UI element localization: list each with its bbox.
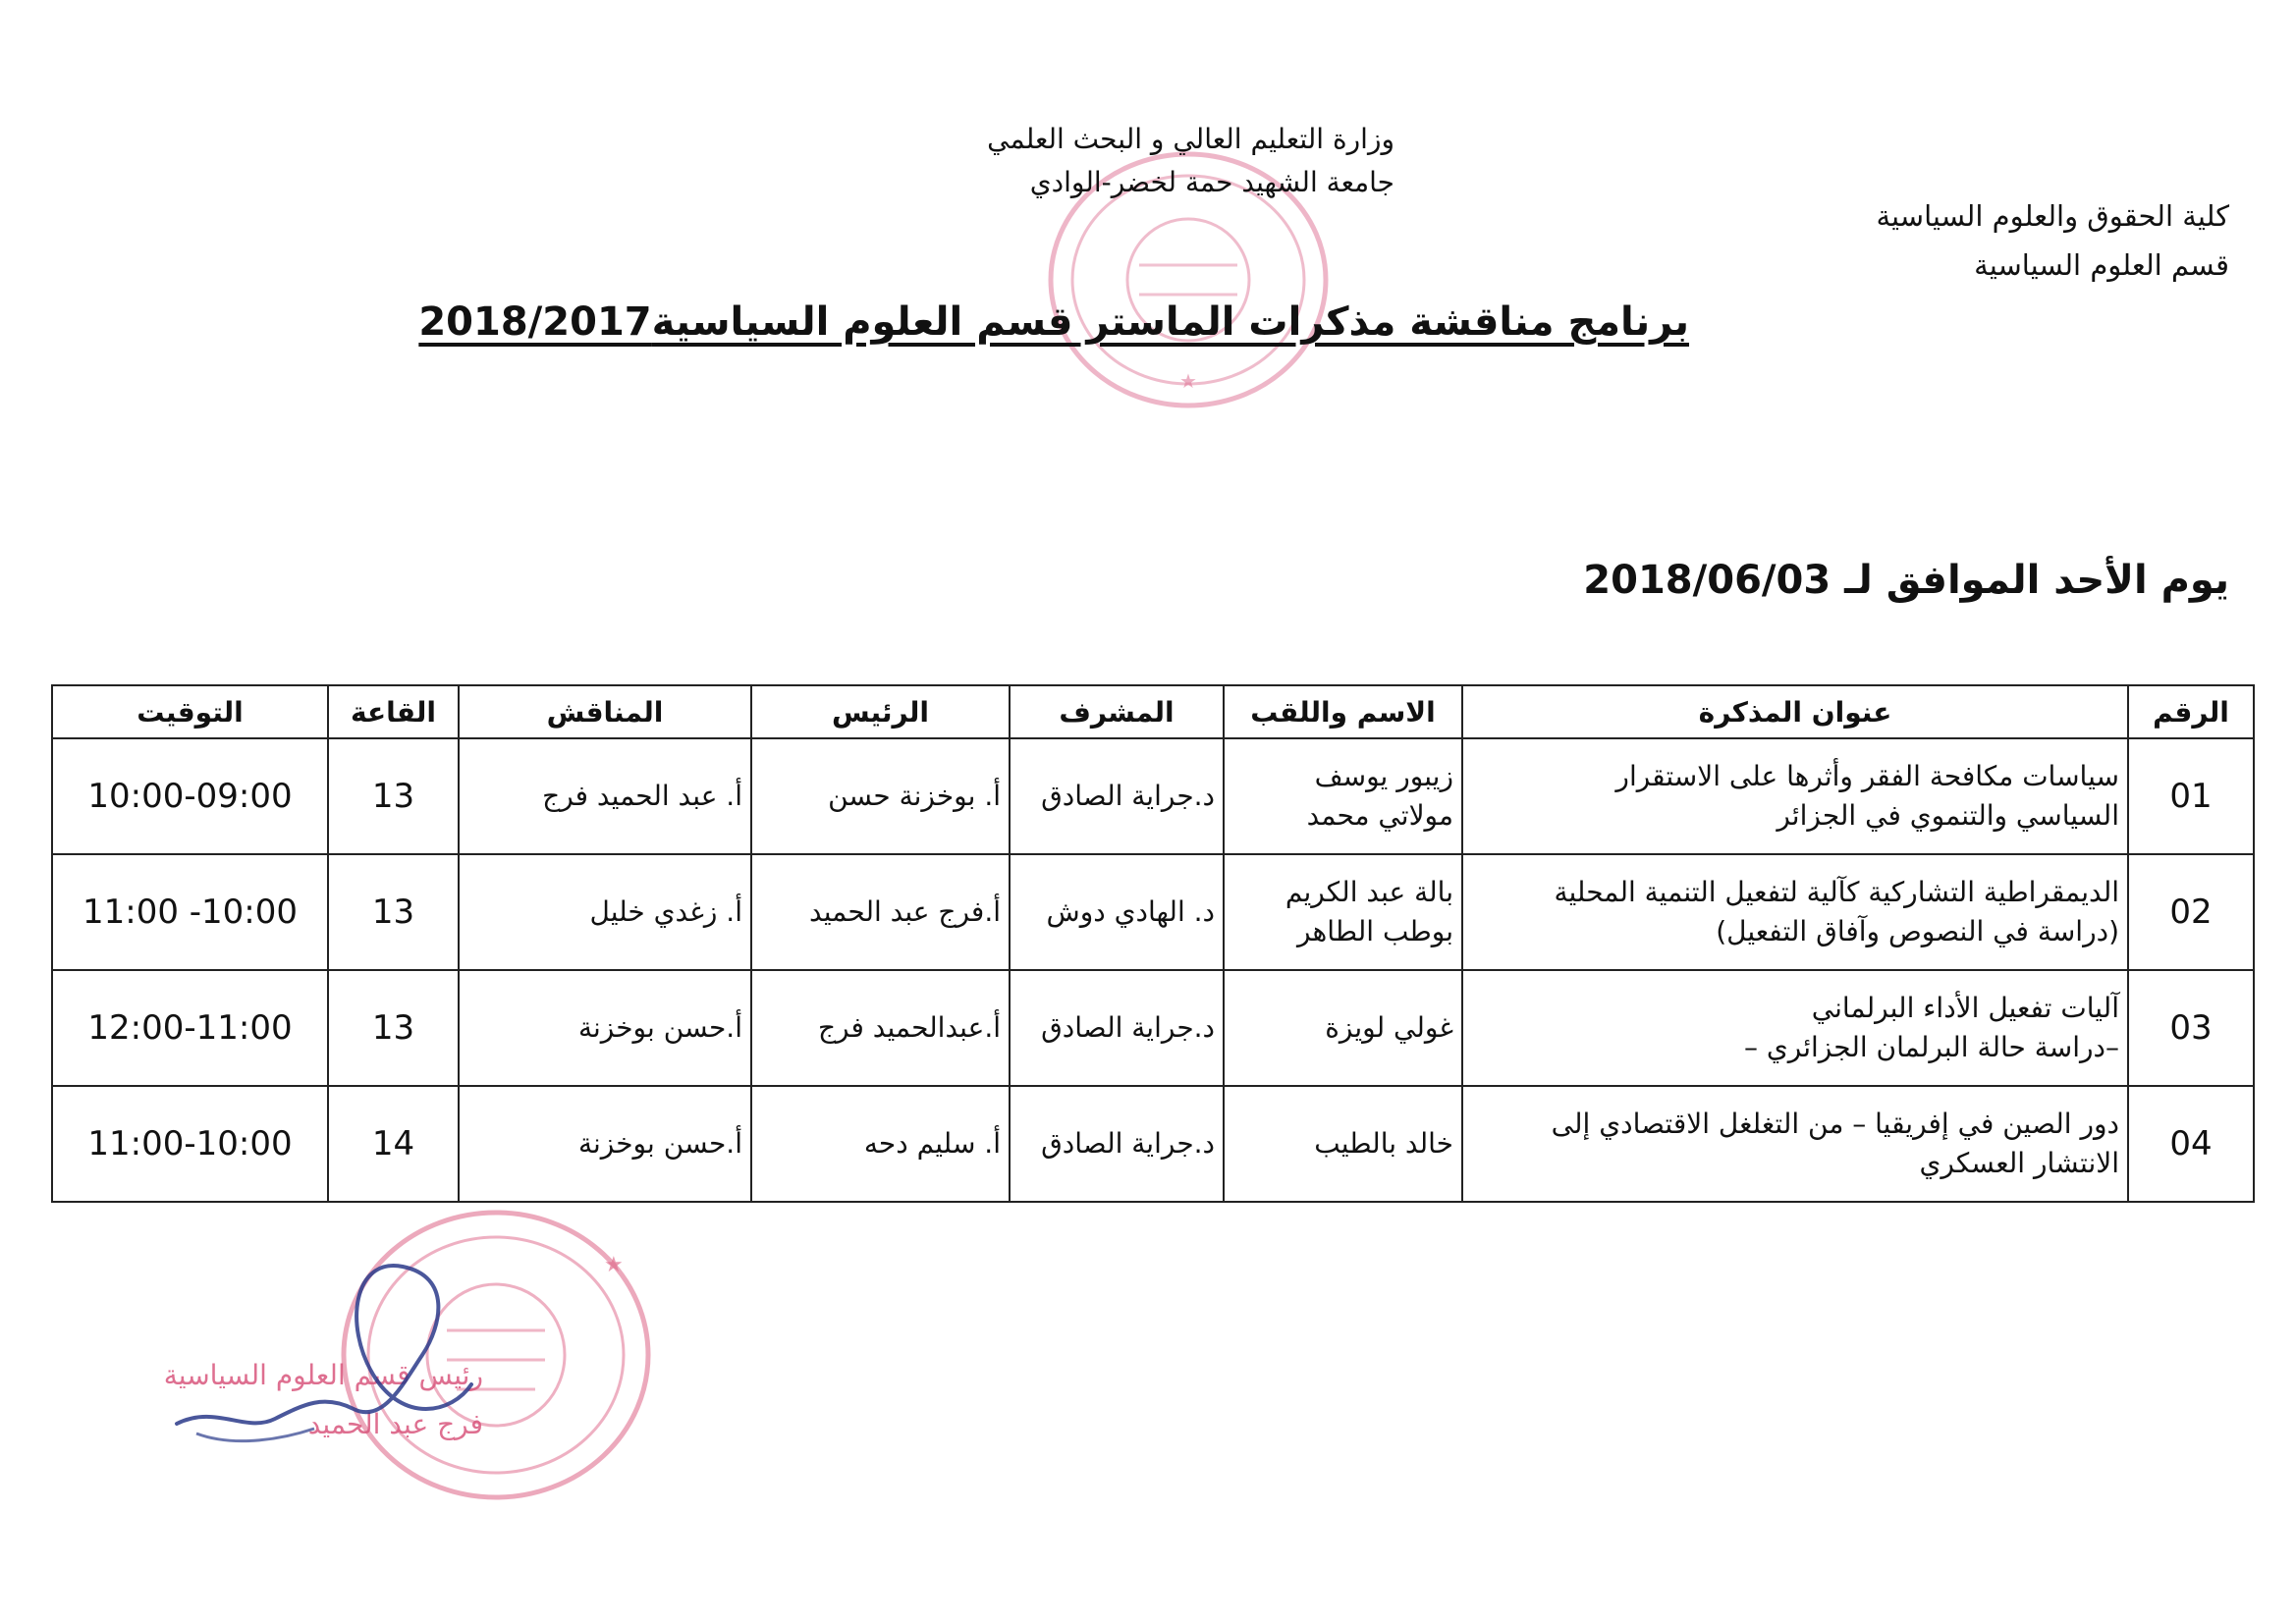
name-line: خالد بالطيب [1314,1127,1453,1160]
row-topic [1462,1086,2128,1202]
name-line: بالة عبد الكريم [1285,876,1453,908]
col-supervisor: المشرف [1010,685,1224,738]
svg-text:★: ★ [604,1253,624,1277]
row-supervisor: د. الهادي دوش [1010,854,1224,970]
col-topic: عنوان المذكرة [1462,685,2128,738]
col-room: القاعة [328,685,459,738]
signature-title: رئيس قسم العلوم السياسية [163,1359,483,1391]
name-line: بوطب الطاهر [1297,915,1453,947]
row-time: 11:00-10:00 [52,1086,328,1202]
col-number: الرقم [2128,685,2254,738]
topic-line: دور الصين في إفريقيا – من التغلغل الاقتصادي إلى [1551,1108,2119,1140]
page-title: برنامج مناقشة مذكرات الماستر قسم العلوم السياسية2018/2017 [418,299,1689,345]
col-president: الرئيس [751,685,1010,738]
row-time: 12:00-11:00 [52,970,328,1086]
row-room: 13 [328,738,459,854]
row-name [1224,738,1462,854]
schedule-table [51,684,2255,1203]
row-number: 04 [2128,1086,2254,1202]
row-topic [1462,854,2128,970]
row-supervisor: د.جراية الصادق [1010,738,1224,854]
name-line: زيبور يوسف [1314,760,1453,792]
row-number: 03 [2128,970,2254,1086]
row-time: 10:00-09:00 [52,738,328,854]
col-name: الاسم واللقب [1224,685,1462,738]
row-examiner: أ. عبد الحميد فرج [459,738,751,854]
row-name [1224,970,1462,1086]
col-time: التوقيت [52,685,328,738]
row-number: 02 [2128,854,2254,970]
ministry-header [884,118,1394,204]
topic-line: (دراسة في النصوص وآفاق التفعيل) [1716,915,2119,947]
table-row [52,1086,2254,1202]
name-line: مولاتي محمد [1306,799,1453,832]
row-president: أ. سليم دحه [751,1086,1010,1202]
signature-name: فرج عبد الحميد [307,1408,483,1440]
row-president: أ.عبدالحميد فرج [751,970,1010,1086]
table-header-row [52,685,2254,738]
name-line: غولي لويزة [1325,1011,1453,1044]
topic-line: –دراسة حالة البرلمان الجزائري – [1743,1031,2119,1063]
faculty-header [1669,191,2229,290]
row-number: 01 [2128,738,2254,854]
university-name: جامعة الشهيد حمة لخضر-الوادي [1029,166,1394,198]
day-heading: يوم الأحد الموافق لـ 2018/06/03 [1583,558,2229,603]
table-row [52,738,2254,854]
topic-line: الديمقراطية التشاركية كآلية لتفعيل التنمية المحلية [1554,876,2119,908]
faculty-name: كلية الحقوق والعلوم السياسية [1876,199,2229,233]
col-examiner: المناقش [459,685,751,738]
row-name [1224,1086,1462,1202]
row-examiner: أ.حسن بوخزنة [459,970,751,1086]
table-row [52,854,2254,970]
row-topic [1462,970,2128,1086]
row-president: أ. بوخزنة حسن [751,738,1010,854]
row-topic [1462,738,2128,854]
row-name [1224,854,1462,970]
table-row [52,970,2254,1086]
row-supervisor: د.جراية الصادق [1010,970,1224,1086]
topic-line: السياسي والتنموي في الجزائر [1777,799,2119,832]
topic-line: سياسات مكافحة الفقر وأثرها على الاستقرار [1615,760,2119,792]
row-supervisor: د.جراية الصادق [1010,1086,1224,1202]
row-room: 13 [328,970,459,1086]
topic-line: آليات تفعيل الأداء البرلماني [1811,992,2119,1024]
ministry-name: وزارة التعليم العالي و البحث العلمي [987,123,1394,155]
row-president: أ.فرج عبد الحميد [751,854,1010,970]
department-name: قسم العلوم السياسية [1974,248,2229,282]
signature-block [90,1351,483,1449]
row-examiner: أ.حسن بوخزنة [459,1086,751,1202]
svg-text:★: ★ [1179,369,1197,393]
row-room: 14 [328,1086,459,1202]
row-room: 13 [328,854,459,970]
topic-line: الانتشار العسكري [1919,1147,2119,1179]
row-examiner: أ. زغدي خليل [459,854,751,970]
row-time: 11:00 -10:00 [52,854,328,970]
